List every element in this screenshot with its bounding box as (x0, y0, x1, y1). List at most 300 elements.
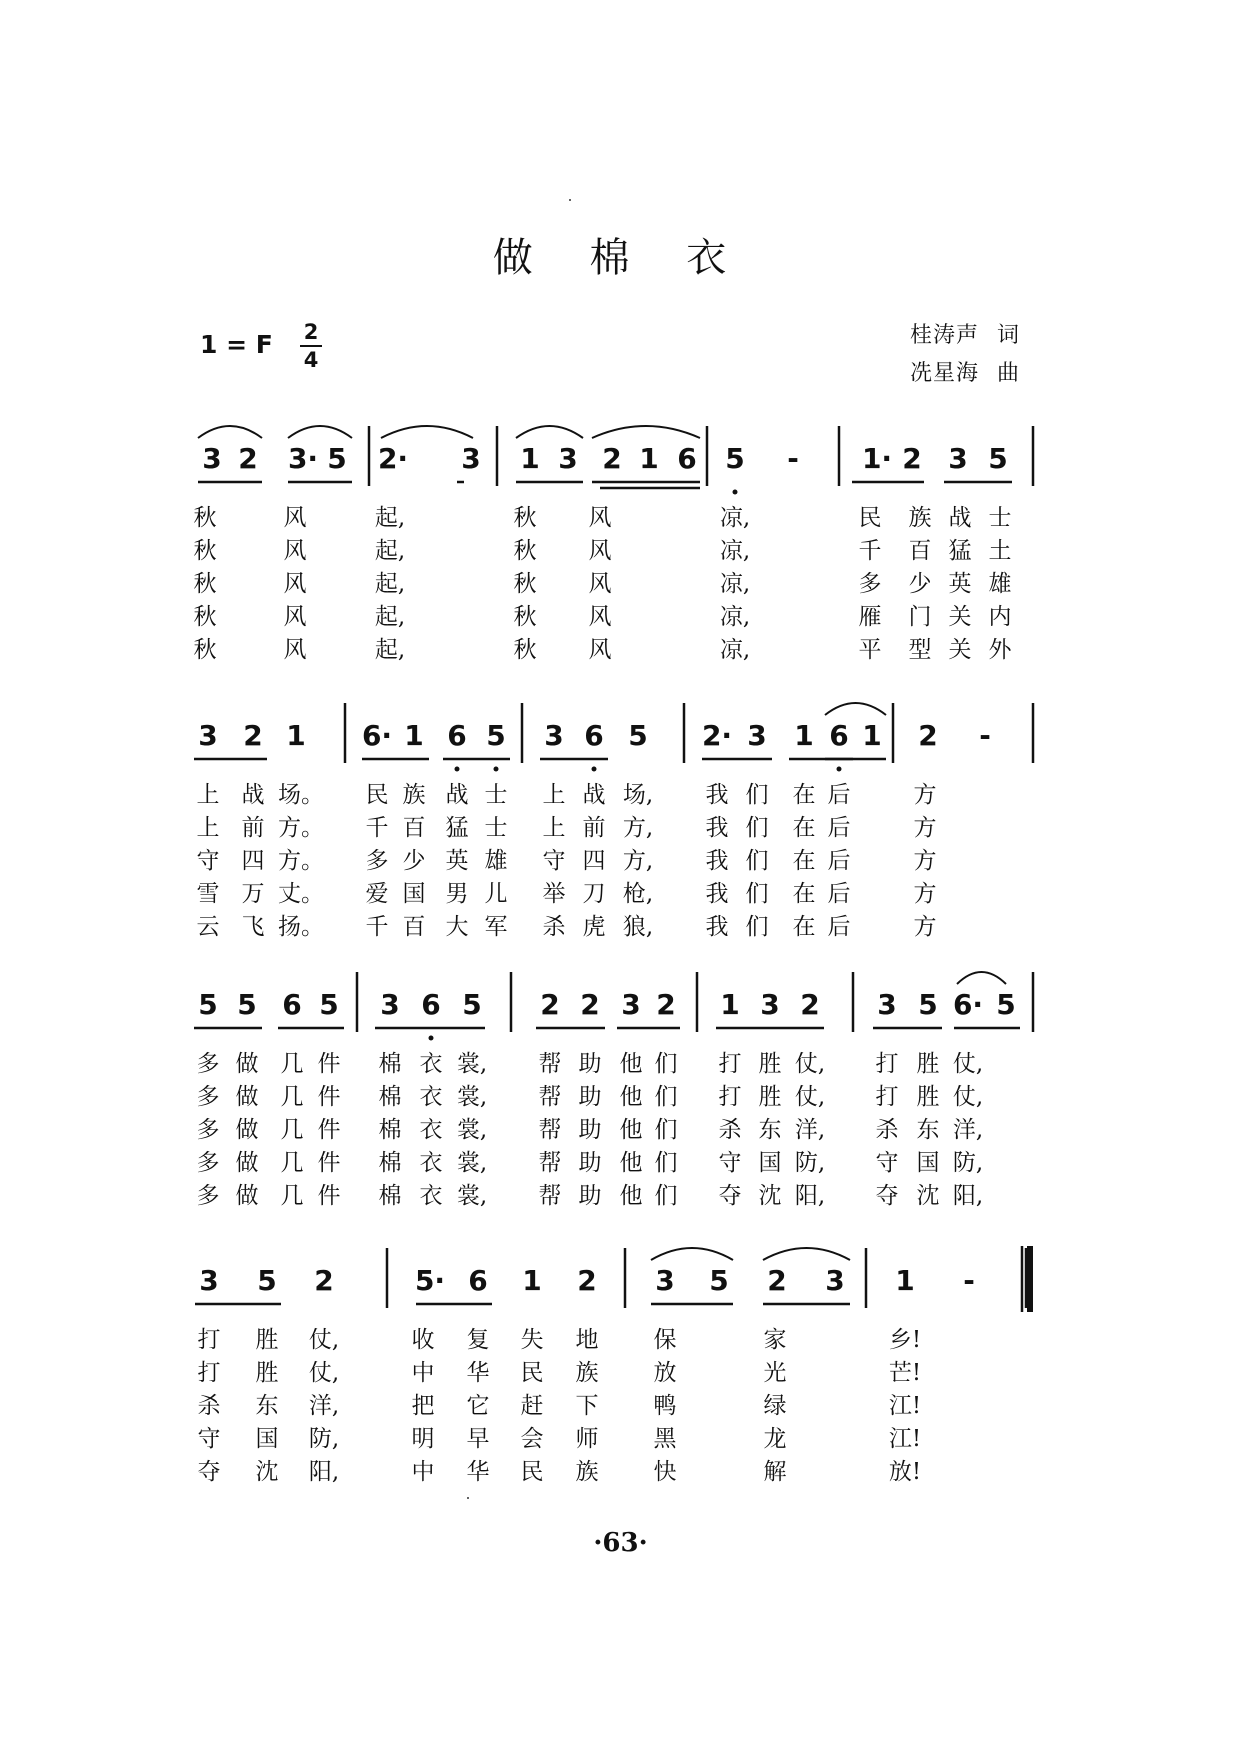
lyric-syllable: 战 (948, 505, 972, 531)
lyric-syllable: 仗, (952, 1051, 984, 1077)
note: 2 (656, 988, 676, 1021)
lyric-syllable: 我 (705, 815, 729, 841)
lyric-syllable: 们 (745, 815, 769, 841)
lyric-syllable: 百 (908, 538, 932, 564)
lyric-syllable: 衣 (419, 1183, 443, 1209)
lyric-syllable: 赶 (520, 1393, 544, 1419)
lyric-syllable: 云 (196, 914, 220, 940)
lyric-syllable: 士 (484, 815, 508, 841)
lyric-syllable: 夺 (875, 1183, 899, 1209)
lyric-syllable: 他 (619, 1183, 643, 1209)
lyric-syllable: 助 (578, 1150, 602, 1176)
lyric-syllable: 杀 (875, 1117, 899, 1143)
note: 3 (760, 988, 780, 1021)
note: 2 (918, 719, 938, 752)
lyric-syllable: 民 (365, 782, 389, 808)
lyric-syllable: 起, (374, 604, 406, 630)
lyric-syllable: 上 (542, 815, 566, 841)
note: 3 (558, 442, 578, 475)
lyric-syllable: 雄 (484, 848, 508, 874)
note: 6 (677, 442, 697, 475)
notation-marks-4 (0, 1222, 1241, 1482)
lyric-syllable: 棉 (378, 1084, 402, 1110)
lyric-syllable: 夺 (718, 1183, 742, 1209)
lyric-syllable: 杀 (718, 1117, 742, 1143)
lyric-syllable: 型 (908, 637, 932, 663)
note: 3 (655, 1264, 675, 1297)
lyric-syllable: 防, (952, 1150, 984, 1176)
lyric-syllable: 洋, (952, 1117, 984, 1143)
lyric-syllable: 地 (575, 1327, 599, 1353)
lyric-syllable: 助 (578, 1084, 602, 1110)
lyric-syllable: 把 (411, 1393, 435, 1419)
lyric-syllable: 少 (908, 571, 932, 597)
lyric-syllable: 关 (948, 604, 972, 630)
note: 2 (238, 442, 258, 475)
note: 3 (877, 988, 897, 1021)
lyric-syllable: 方 (913, 914, 937, 940)
lyric-syllable: 仗, (794, 1051, 826, 1077)
note: 1· (861, 442, 893, 475)
lyric-syllable: 国 (758, 1150, 782, 1176)
lyric-syllable: 枪, (622, 881, 654, 907)
lyric-syllable: 方 (913, 881, 937, 907)
note: - (979, 719, 991, 752)
lyric-syllable: 战 (582, 782, 606, 808)
lyric-syllable: 帮 (538, 1117, 562, 1143)
note: 1 (862, 719, 882, 752)
lyric-syllable: 秋 (193, 505, 217, 531)
lyric-syllable: 风 (588, 637, 612, 663)
lyric-syllable: 杀 (542, 914, 566, 940)
lyric-syllable: 龙 (763, 1426, 787, 1452)
lyric-syllable: 鸭 (653, 1393, 677, 1419)
lyricist-name: 桂涛声 (910, 323, 980, 348)
lyric-syllable: 凉, (719, 604, 751, 630)
lyric-syllable: 多 (196, 1150, 220, 1176)
lyric-syllable: 多 (196, 1117, 220, 1143)
slur (592, 426, 700, 438)
time-signature (300, 320, 322, 372)
lyric-syllable: 失 (520, 1327, 544, 1353)
note: 6 (447, 719, 467, 752)
note: 6· (361, 719, 393, 752)
lyric-syllable: 方 (913, 815, 937, 841)
lyric-syllable: 凉, (719, 538, 751, 564)
slur (957, 972, 1006, 984)
lyric-syllable: 阳, (952, 1183, 984, 1209)
lyric-syllable: 后 (827, 815, 851, 841)
lyric-syllable: 战 (445, 782, 469, 808)
octave-dot-low (494, 767, 499, 772)
lyric-syllable: 沈 (758, 1183, 782, 1209)
note: 1 (404, 719, 424, 752)
lyric-syllable: 沈 (916, 1183, 940, 1209)
note: 6 (421, 988, 441, 1021)
note: 5 (918, 988, 938, 1021)
lyric-syllable: 助 (578, 1183, 602, 1209)
lyric-syllable: 民 (858, 505, 882, 531)
lyric-syllable: 族 (402, 782, 426, 808)
note: 3 (621, 988, 641, 1021)
lyric-syllable: 胜 (758, 1084, 782, 1110)
lyric-syllable: 打 (718, 1084, 742, 1110)
slur (381, 426, 473, 438)
lyric-syllable: 国 (916, 1150, 940, 1176)
note: 2· (377, 442, 409, 475)
lyric-syllable: 师 (575, 1426, 599, 1452)
lyric-syllable: 关 (948, 637, 972, 663)
lyric-syllable: 几 (280, 1051, 304, 1077)
lyric-syllable: 英 (948, 571, 972, 597)
lyric-syllable: 秋 (513, 604, 537, 630)
lyric-syllable: 爱 (365, 881, 389, 907)
lyric-syllable: 它 (466, 1393, 490, 1419)
lyric-syllable: 风 (283, 637, 307, 663)
print-speck (569, 199, 571, 201)
key-label: 1 = F (200, 330, 273, 359)
note: 1 (895, 1264, 915, 1297)
octave-dot-low (837, 767, 842, 772)
lyric-syllable: 百 (402, 914, 426, 940)
note: 5 (725, 442, 745, 475)
note: 5 (237, 988, 257, 1021)
lyric-syllable: 后 (827, 914, 851, 940)
lyric-syllable: 士 (484, 782, 508, 808)
lyric-syllable: 外 (988, 637, 1012, 663)
lyric-syllable: 起, (374, 538, 406, 564)
lyric-syllable: 百 (402, 815, 426, 841)
lyric-syllable: 衣 (419, 1051, 443, 1077)
lyric-syllable: 衣 (419, 1084, 443, 1110)
print-speck (467, 1497, 469, 1499)
music-system-2 (0, 677, 1241, 940)
lyric-syllable: 江! (888, 1426, 922, 1452)
lyric-syllable: 几 (280, 1117, 304, 1143)
note: 2 (767, 1264, 787, 1297)
lyric-syllable: 中 (411, 1459, 435, 1485)
note: 1 (639, 442, 659, 475)
lyric-syllable: 狼, (622, 914, 654, 940)
lyric-syllable: 守 (542, 848, 566, 874)
time-signature-bar (300, 345, 322, 347)
lyric-syllable: 四 (582, 848, 606, 874)
lyric-syllable: 后 (827, 782, 851, 808)
lyric-syllable: 风 (283, 505, 307, 531)
lyric-syllable: 风 (588, 604, 612, 630)
lyric-syllable: 中 (411, 1360, 435, 1386)
note: 5 (327, 442, 347, 475)
lyric-syllable: 猛 (948, 538, 972, 564)
lyric-syllable: 雪 (196, 881, 220, 907)
note: 5 (319, 988, 339, 1021)
lyric-syllable: 明 (411, 1426, 435, 1452)
note: 6 (282, 988, 302, 1021)
lyric-syllable: 芒! (888, 1360, 922, 1386)
lyric-syllable: 收 (411, 1327, 435, 1353)
note: 6 (468, 1264, 488, 1297)
lyric-syllable: 千 (365, 815, 389, 841)
slur (825, 703, 886, 715)
lyric-syllable: 家 (763, 1327, 787, 1353)
lyric-syllable: 复 (466, 1327, 490, 1353)
octave-dot-low (733, 490, 738, 495)
lyric-syllable: 胜 (916, 1084, 940, 1110)
lyric-syllable: 棉 (378, 1183, 402, 1209)
lyric-syllable: 秋 (513, 637, 537, 663)
lyric-syllable: 裳, (456, 1051, 488, 1077)
lyric-syllable: 场, (622, 782, 654, 808)
lyric-syllable: 们 (654, 1117, 678, 1143)
note: 1 (522, 1264, 542, 1297)
lyric-syllable: 方, (622, 848, 654, 874)
lyric-syllable: 做 (235, 1084, 259, 1110)
lyric-syllable: 守 (197, 1426, 221, 1452)
lyric-syllable: 前 (582, 815, 606, 841)
lyric-syllable: 们 (745, 881, 769, 907)
lyric-syllable: 保 (653, 1327, 677, 1353)
note: 3 (461, 442, 481, 475)
lyric-syllable: 上 (542, 782, 566, 808)
lyric-syllable: 方 (913, 848, 937, 874)
lyric-syllable: 在 (792, 881, 816, 907)
lyric-syllable: 绿 (763, 1393, 787, 1419)
note: - (787, 442, 799, 475)
lyric-syllable: 后 (827, 881, 851, 907)
lyric-syllable: 在 (792, 914, 816, 940)
note: 5 (257, 1264, 277, 1297)
lyric-syllable: 风 (283, 604, 307, 630)
lyric-syllable: 起, (374, 571, 406, 597)
lyric-syllable: 在 (792, 848, 816, 874)
lyric-syllable: 刀 (582, 881, 606, 907)
lyric-syllable: 秋 (193, 604, 217, 630)
lyric-syllable: 万 (241, 881, 265, 907)
lyric-syllable: 阳, (794, 1183, 826, 1209)
note: 2 (577, 1264, 597, 1297)
note: 1 (720, 988, 740, 1021)
lyric-syllable: 多 (196, 1084, 220, 1110)
lyric-syllable: 儿 (484, 881, 508, 907)
lyric-syllable: 起, (374, 505, 406, 531)
lyric-syllable: 守 (718, 1150, 742, 1176)
note: 5 (486, 719, 506, 752)
slur (198, 426, 262, 438)
lyric-syllable: 起, (374, 637, 406, 663)
lyric-syllable: 秋 (513, 505, 537, 531)
note: 3· (287, 442, 319, 475)
note: 6 (584, 719, 604, 752)
note: 2 (540, 988, 560, 1021)
note: 6 (829, 719, 849, 752)
page-number: ·63· (593, 1528, 648, 1558)
lyric-syllable: 族 (575, 1360, 599, 1386)
note: 5 (462, 988, 482, 1021)
lyric-syllable: 风 (283, 538, 307, 564)
lyric-syllable: 助 (578, 1051, 602, 1077)
lyric-syllable: 仗, (794, 1084, 826, 1110)
lyric-syllable: 场。 (278, 782, 324, 808)
lyric-syllable: 打 (197, 1360, 221, 1386)
lyric-syllable: 胜 (916, 1051, 940, 1077)
lyric-syllable: 们 (745, 848, 769, 874)
lyric-syllable: 秋 (193, 637, 217, 663)
song-title: 做 棉 衣 (492, 235, 749, 281)
lyric-syllable: 雁 (858, 604, 882, 630)
lyric-syllable: 秋 (193, 571, 217, 597)
lyric-syllable: 防, (794, 1150, 826, 1176)
lyric-syllable: 棉 (378, 1150, 402, 1176)
lyric-syllable: 门 (908, 604, 932, 630)
note: 5· (414, 1264, 446, 1297)
lyric-syllable: 凉, (719, 505, 751, 531)
lyric-syllable: 华 (466, 1459, 490, 1485)
lyric-syllable: 裳, (456, 1150, 488, 1176)
lyric-syllable: 防, (308, 1426, 340, 1452)
lyric-syllable: 军 (484, 914, 508, 940)
lyric-syllable: 棉 (378, 1051, 402, 1077)
lyric-syllable: 我 (705, 881, 729, 907)
note: 2 (314, 1264, 334, 1297)
lyric-syllable: 后 (827, 848, 851, 874)
lyric-syllable: 方 (913, 782, 937, 808)
lyric-syllable: 下 (575, 1393, 599, 1419)
slur (651, 1248, 733, 1260)
lyric-syllable: 内 (988, 604, 1012, 630)
lyric-syllable: 族 (908, 505, 932, 531)
lyric-syllable: 打 (197, 1327, 221, 1353)
lyric-syllable: 凉, (719, 637, 751, 663)
lyric-syllable: 打 (718, 1051, 742, 1077)
octave-dot-low (592, 767, 597, 772)
note: 3 (380, 988, 400, 1021)
note: 5 (198, 988, 218, 1021)
lyric-syllable: 们 (654, 1084, 678, 1110)
note: 5 (628, 719, 648, 752)
note: 3 (202, 442, 222, 475)
lyric-syllable: 们 (654, 1150, 678, 1176)
lyric-syllable: 英 (445, 848, 469, 874)
lyric-syllable: 秋 (193, 538, 217, 564)
note: 6· (952, 988, 984, 1021)
lyric-syllable: 件 (317, 1117, 341, 1143)
lyric-syllable: 多 (365, 848, 389, 874)
time-signature-bottom: 4 (303, 348, 319, 372)
note: 3 (544, 719, 564, 752)
note: 2 (800, 988, 820, 1021)
lyric-syllable: 帮 (538, 1051, 562, 1077)
lyric-syllable: 多 (858, 571, 882, 597)
lyric-syllable: 件 (317, 1084, 341, 1110)
note: 1 (520, 442, 540, 475)
lyric-syllable: 杀 (197, 1393, 221, 1419)
lyric-syllable: 东 (758, 1117, 782, 1143)
lyric-syllable: 在 (792, 815, 816, 841)
lyric-syllable: 洋, (308, 1393, 340, 1419)
lyric-syllable: 方, (622, 815, 654, 841)
lyric-syllable: 胜 (758, 1051, 782, 1077)
note: 5 (988, 442, 1008, 475)
composer-credit (910, 356, 1020, 387)
lyric-syllable: 猛 (445, 815, 469, 841)
lyric-syllable: 几 (280, 1084, 304, 1110)
lyric-syllable: 们 (654, 1051, 678, 1077)
lyric-syllable: 方。 (278, 815, 324, 841)
lyric-syllable: 他 (619, 1084, 643, 1110)
note: 5 (709, 1264, 729, 1297)
note: 1 (286, 719, 306, 752)
lyric-syllable: 们 (654, 1183, 678, 1209)
lyric-syllable: 胜 (255, 1360, 279, 1386)
lyric-syllable: 土 (988, 538, 1012, 564)
lyric-syllable: 千 (365, 914, 389, 940)
composer-name: 冼星海 (910, 361, 980, 386)
lyric-syllable: 前 (241, 815, 265, 841)
lyric-syllable: 风 (588, 538, 612, 564)
lyric-syllable: 帮 (538, 1150, 562, 1176)
lyric-syllable: 飞 (241, 914, 265, 940)
lyric-syllable: 件 (317, 1183, 341, 1209)
lyric-syllable: 上 (196, 815, 220, 841)
lyric-syllable: 扬。 (278, 914, 324, 940)
lyric-syllable: 风 (588, 571, 612, 597)
lyric-syllable: 秋 (513, 538, 537, 564)
slur (288, 426, 352, 438)
lyric-syllable: 会 (520, 1426, 544, 1452)
lyric-syllable: 丈。 (278, 881, 324, 907)
lyric-syllable: 男 (445, 881, 469, 907)
lyric-syllable: 裳, (456, 1084, 488, 1110)
lyric-syllable: 衣 (419, 1150, 443, 1176)
lyric-syllable: 打 (875, 1051, 899, 1077)
lyric-syllable: 上 (196, 782, 220, 808)
lyric-syllable: 东 (255, 1393, 279, 1419)
lyric-syllable: 助 (578, 1117, 602, 1143)
octave-dot-low (429, 1036, 434, 1041)
lyric-syllable: 雄 (988, 571, 1012, 597)
lyric-syllable: 仗, (308, 1360, 340, 1386)
lyric-syllable: 在 (792, 782, 816, 808)
lyric-syllable: 解 (763, 1459, 787, 1485)
lyric-syllable: 夺 (197, 1459, 221, 1485)
lyricist-role: 词 (997, 323, 1021, 348)
lyric-syllable: 做 (235, 1183, 259, 1209)
lyric-syllable: 放! (888, 1459, 922, 1485)
music-system-4 (0, 1222, 1241, 1485)
lyric-syllable: 他 (619, 1051, 643, 1077)
lyric-syllable: 帮 (538, 1084, 562, 1110)
lyric-syllable: 早 (466, 1426, 490, 1452)
lyric-syllable: 沈 (255, 1459, 279, 1485)
lyric-syllable: 快 (653, 1459, 677, 1485)
lyric-syllable: 我 (705, 782, 729, 808)
lyric-syllable: 多 (196, 1183, 220, 1209)
lyric-syllable: 棉 (378, 1117, 402, 1143)
lyric-syllable: 民 (520, 1459, 544, 1485)
lyric-syllable: 凉, (719, 571, 751, 597)
lyric-syllable: 洋, (794, 1117, 826, 1143)
note: 1 (794, 719, 814, 752)
lyric-syllable: 风 (588, 505, 612, 531)
lyric-syllable: 四 (241, 848, 265, 874)
lyric-syllable: 仗, (308, 1327, 340, 1353)
lyric-syllable: 国 (255, 1426, 279, 1452)
lyric-syllable: 几 (280, 1183, 304, 1209)
lyric-syllable: 他 (619, 1117, 643, 1143)
lyric-syllable: 裳, (456, 1117, 488, 1143)
lyric-syllable: 东 (916, 1117, 940, 1143)
time-signature-top: 2 (303, 320, 319, 344)
